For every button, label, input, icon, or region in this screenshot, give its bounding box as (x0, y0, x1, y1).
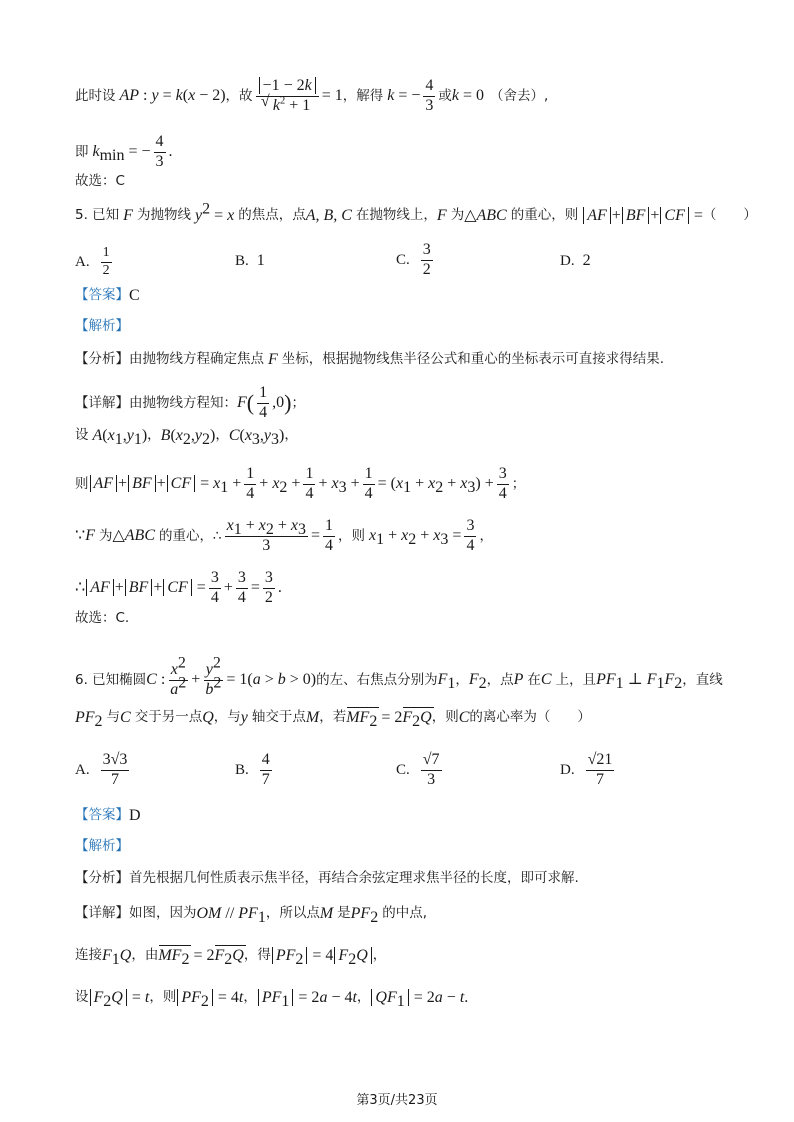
q6-answer (75, 808, 141, 824)
analysis-tag: 【解析】 (75, 838, 129, 854)
text: . (464, 989, 469, 1006)
text: ，点 (486, 671, 514, 688)
option-frac (421, 242, 433, 279)
text: ∴ (75, 579, 86, 597)
option-value: 1 (256, 252, 265, 269)
text: . (168, 143, 173, 161)
text: 在 (527, 671, 541, 688)
q6-stem-1: 6. 已知椭圆 C : $\frac{x^2}{a^2}$ + $\frac{y^2}{b^2}$ = 1(a > b > 0) 的左、右焦点分别为 $F_1$ ， $F_2$ ，点 P 在 C 上，且 $PF_1$ ⊥ $F_1F_2$ ，直线 (75, 654, 723, 698)
prev-line-1 (75, 78, 548, 115)
text: 的左、右焦点分别为 (316, 671, 438, 688)
text: ，则 (431, 709, 459, 726)
analysis-tag: 【解析】 (75, 318, 129, 334)
text: ，所以点 (265, 905, 320, 922)
option-label: B. (235, 761, 249, 778)
text: ， (356, 989, 371, 1006)
text: 故选：C (75, 173, 125, 189)
text: ，则 (338, 527, 366, 544)
text: 由抛物线方程确定焦点 (129, 351, 264, 368)
answer-tag: 【答案】 (75, 807, 129, 824)
option-frac (421, 752, 442, 789)
q6-analysis-tag (75, 840, 129, 854)
fenxi-tag: 【分析】 (75, 870, 129, 886)
math-frac-1-4: $\frac{1}{4}$ (259, 384, 268, 421)
q5-option-d[interactable] (560, 252, 591, 270)
text: ，解得 (342, 87, 384, 104)
text: ，得 (243, 947, 271, 964)
option-frac (101, 752, 130, 789)
text: 的离心率为（ ） (469, 709, 591, 726)
text: ，则 (149, 989, 177, 1006)
answer-value: C (129, 287, 140, 304)
denominator: 7 (261, 770, 270, 788)
text: 或 (438, 87, 452, 104)
math-k: k = − (383, 87, 421, 105)
option-value: 2 (582, 252, 591, 269)
text: 如图，因为 (129, 905, 197, 922)
text: 即 (75, 143, 89, 160)
xiangjie-tag: 【详解】 (75, 905, 129, 922)
page-footer: 第3页/共23页 (356, 1093, 438, 1108)
math-frac-4-3: $\frac{4}{3}$ (425, 77, 434, 114)
prev-line-2 (75, 134, 173, 171)
text: 的重心，∴ (159, 527, 222, 544)
math-distance-frac: −1 − 2k √ $k^2 + 1$ (256, 78, 319, 115)
q5-detail-4: ∵ F 为 △ABC 的重心，∴ $\frac{x_1 + x_2 + x_3}{3}$ = $\frac{1}{4}$ ，则 $x_1 + x_2 + x_3$ = $\frac{3}{4}$ ， (75, 517, 493, 554)
q6-detail-1: 【详解】 如图，因为 OM // $PF_1$ ，所以点 M 是 $PF_2$ 的中点, (75, 905, 427, 927)
text: ， (243, 989, 257, 1006)
text: 是 (337, 905, 351, 922)
numerator: 4 (260, 752, 272, 771)
text: 则 (75, 475, 89, 492)
q5-choice (75, 612, 129, 626)
math-ap-line: AP : y = k(x − 2) (115, 87, 226, 105)
text: 的焦点，点 (238, 207, 306, 224)
q5-fenxi: 【分析】 由抛物线方程确定焦点 F 坐标，根据抛物线焦半径公式和重心的坐标表示可直接求得结果. (75, 351, 665, 368)
q5-detail-3: 则 AF + BF + CF = $x_1$ + $\frac{1}{4}$ + $x_2$ + $\frac{1}{4}$ + $x_3$ + $\frac{1}{4}$ = $(x_1 + x_2 + x_3)$ + $\frac{3}{4}$ ； (75, 465, 526, 502)
q6-detail-2: 连接 $F_1Q$ ，由 $MF_2 = 2F_2Q$ ，得 $PF_2 = 4$ $F_2Q$ ， (75, 947, 387, 969)
fenxi-tag: 【分析】 (75, 351, 129, 368)
denominator: 2 (422, 260, 431, 278)
q5-detail-1: 【详解】 由抛物线方程知： F ( $\frac{1}{4}$ ,0 ) ； (75, 384, 305, 421)
text: 与 (106, 709, 121, 726)
option-frac (260, 752, 272, 789)
q5-option-c[interactable] (396, 242, 436, 279)
option-frac (101, 246, 112, 278)
q6-fenxi (75, 872, 579, 886)
q6-option-d[interactable] (560, 752, 617, 789)
q5-stem: 5. 已知 F 为抛物线 $y^2 = x$ 的焦点，点 A, B, C 在抛物线上， F 为 △ABC 的重心，则 AF + BF + CF = （ ） (75, 200, 757, 224)
text: ∵ (75, 527, 86, 545)
text: 设 (75, 427, 89, 444)
option-label: A. (75, 253, 90, 270)
text: 为抛物线 (136, 207, 191, 224)
q6-option-c[interactable] (396, 752, 445, 789)
question-number: 5. 已知 (75, 207, 120, 224)
answer-value: D (129, 807, 141, 824)
numerator: 3 (421, 242, 433, 261)
text: 连接 (75, 947, 102, 964)
option-label: D. (560, 761, 575, 778)
q5-detail-2: 设 $A(x_1,y_1)$ ， $B(x_2,y_2)$ ， $C(x_3,y_3)$ ， (75, 427, 298, 449)
text: 坐标，根据抛物线焦半径公式和重心的坐标表示可直接求得结果. (281, 351, 665, 368)
q5-option-b[interactable] (235, 252, 265, 270)
text: 设 (75, 989, 89, 1006)
text: 由抛物线方程知： (129, 394, 237, 411)
text: 为 (450, 207, 465, 224)
text: ，若 (319, 709, 347, 726)
denominator: 3 (427, 770, 436, 788)
q5-option-a[interactable] (75, 246, 115, 278)
q6-detail-3: 设 $F_2Q = t$ ，则 $PF_2 = 4t$ ， $PF_1 = 2a - 4t$ ， $QF_1 = 2a - t$ . (75, 989, 469, 1011)
text: ，与 (213, 709, 241, 726)
option-label: D. (560, 252, 575, 269)
text: 轴交于点 (251, 709, 306, 726)
text: ，由 (131, 947, 159, 964)
numerator: 1 (101, 246, 112, 263)
q6-option-b[interactable] (235, 752, 275, 789)
denominator: 2 (102, 262, 110, 278)
option-frac (586, 752, 615, 789)
text: 在抛物线上， (355, 207, 437, 224)
option-label: C. (396, 761, 410, 778)
option-label: B. (235, 252, 249, 269)
answer-tag: 【答案】 (75, 287, 129, 304)
q5-analysis-tag (75, 320, 129, 334)
xiangjie-tag: 【详解】 (75, 394, 129, 411)
numerator: 3√3 (101, 752, 130, 771)
question-number: 6. 已知椭圆 (75, 671, 147, 688)
denominator: 7 (595, 770, 604, 788)
math-k0: k = 0 (451, 87, 485, 105)
text: ，直线 (682, 671, 723, 688)
text: 故选：C. (75, 610, 130, 626)
q5-answer (75, 288, 140, 304)
text: 此时设 (75, 87, 116, 104)
text: ，故 (225, 87, 253, 104)
prev-line-3 (75, 175, 125, 189)
text: 的中点, (382, 905, 427, 922)
q6-option-a[interactable] (75, 752, 132, 789)
text: 的重心，则 (510, 207, 579, 224)
math-frac-4-3b: $\frac{4}{3}$ (155, 133, 164, 170)
option-label: C. (396, 251, 410, 268)
q6-stem-2: $PF_2$ 与 C 交于另一点 Q ，与 y 轴交于点 M ，若 $MF_2 = 2F_2Q$ ，则 C 的离心率为（ ） (75, 709, 591, 731)
text: 上，且 (555, 671, 597, 688)
numerator: √7 (421, 752, 442, 771)
denominator: 7 (110, 770, 119, 788)
text: 交于另一点 (134, 709, 203, 726)
math-kmin: $k_{min}$ = − (88, 143, 151, 165)
text: （ ） (702, 207, 757, 224)
text: 首先根据几何性质表示焦半径，再结合余弦定理求焦半径的长度，即可求解. (129, 870, 579, 886)
text: （舍去）, (490, 87, 549, 104)
math-eq1: = 1 (321, 87, 343, 105)
q5-detail-5: ∴ AF + BF + CF = $\frac{3}{4}$ + $\frac{3}{4}$ = $\frac{3}{2}$ . (75, 569, 282, 606)
numerator: √21 (586, 752, 615, 771)
text: 为 (98, 527, 113, 544)
option-label: A. (75, 761, 90, 778)
